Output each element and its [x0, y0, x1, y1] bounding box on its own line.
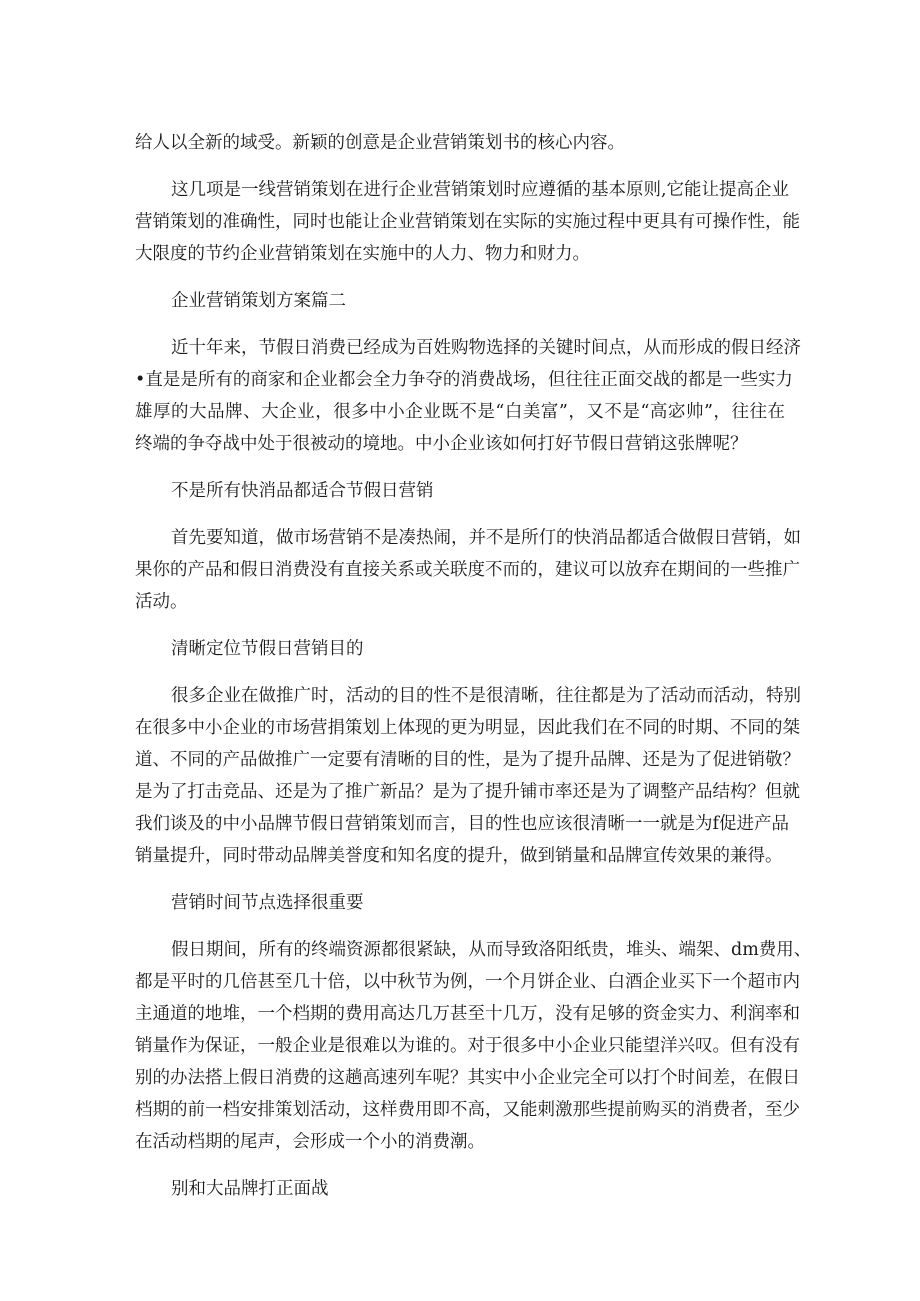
text-line: 档期的前一档安排策划活动，这样费用即不高，又能刺激那些提前购买的消费者，至少: [135, 1100, 800, 1120]
text-line: 主通道的地堆，一个档期的费用高达几万甚至十几万，没有足够的资金实力、利润率和: [135, 1004, 800, 1024]
text-line: 都是平时的几倍甚至几十倍，以中秋节为例，一个月饼企业、白酒企业买下一个超市内: [135, 972, 800, 992]
text-line: 假日期间，所有的终端资源都很紧缺，从而导致洛阳纸贵，堆头、端架、dm费用、: [171, 940, 812, 960]
section-heading: [135, 285, 785, 317]
section-heading: [135, 633, 785, 665]
paragraph-gap: [135, 872, 785, 887]
paragraph-gap: [135, 1158, 785, 1173]
text-line: 雄厚的大品牌、大企业，很多中小企业既不是“白美富”，又不是“高宓帅”，往往在: [135, 402, 785, 422]
document-body: [135, 127, 812, 1205]
text-line: 销量作为保证，一般企业是很难以为谁的。对于很多中小企业只能望洋兴叹。但有没有: [135, 1036, 800, 1056]
text-line: 活动。: [135, 592, 188, 612]
section-heading: [135, 1173, 785, 1205]
text-line: 在活动档期的尾声，会形成一个小的消费潮。: [135, 1132, 485, 1152]
text-line: 给人以全新的域受。新颖的创意是企业营销策划书的核心内容。: [135, 133, 625, 153]
text-line: 营销时间节点选择很重要: [171, 893, 364, 913]
text-line: 企业营销策划方案篇二: [171, 291, 346, 311]
text-line: 是为了打击竞品、还是为了推广新品？是为了提升铺市率还是为了调整产品结构？但就: [135, 782, 800, 802]
section-heading: [135, 887, 785, 919]
paragraph-gap: [135, 618, 785, 633]
paragraph: [135, 680, 801, 872]
text-line: 大限度的节约企业营销策划在实施中的人力、物力和财力。: [135, 244, 590, 264]
paragraph-gap: [135, 159, 785, 174]
text-line: 清晰定位节假日营销目的: [171, 639, 364, 659]
paragraph: [135, 127, 785, 159]
text-line: 我们谈及的中小品牌节假日营销策划而言，目的性也应该很清晰一一就是为f促进产品: [135, 814, 789, 834]
paragraph: [135, 934, 812, 1158]
text-line: 不是所有快消品都适合节假日营销: [171, 481, 434, 501]
paragraph: [135, 522, 801, 618]
text-line: 道、不同的产品做推广一定要有清晰的目的性，是为了提升品牌、还是为了促进销敬？: [135, 750, 800, 770]
paragraph-gap: [135, 317, 785, 332]
text-line: 营销策划的准确性，同时也能让企业营销策划在实际的实施过程中更具有可操作性，能: [135, 212, 800, 232]
text-line: 这几项是一线营销策划在进行企业营销策划时应遵循的基本原则,它能让提高企业: [171, 180, 790, 200]
paragraph-gap: [135, 270, 785, 285]
paragraph-gap: [135, 460, 785, 475]
text-line: 果你的产品和假日消费没有直接关系或关联度不而的，建议可以放弃在期间的一些推广: [135, 560, 800, 580]
text-line: 别和大品牌打正面战: [171, 1179, 329, 1199]
text-line: •直是是所有的商家和企业都会全力争夺的消费战场，但往往正面交战的都是一些实力: [135, 370, 793, 390]
text-line: 在很多中小企业的市场营捐策划上体现的更为明显，因此我们在不同的时期、不同的桀: [135, 718, 800, 738]
section-heading: [135, 475, 785, 507]
text-line: 很多企业在做推广时，活动的目的性不是很清晰，往往都是为了活动而活动，特别: [171, 686, 801, 706]
text-line: 别的办法搭上假日消费的这趟高速列车呢？其实中小企业完全可以打个时间差，在假日: [135, 1068, 800, 1088]
paragraph-gap: [135, 665, 785, 680]
text-line: 销量提升，同时带动品牌美誉度和知名度的提升，做到销量和品牌宣传效果的兼得。: [135, 846, 783, 866]
text-line: 首先要知道，做市场营销不是凑热闹，并不是所仃的快消品都适合做假日营销，如: [171, 528, 801, 548]
paragraph-gap: [135, 919, 785, 934]
text-line: 近十年来，节假日消费已经成为百姓购物选择的关键时间点，从而形成的假日经济: [171, 338, 801, 358]
paragraph-gap: [135, 507, 785, 522]
text-line: 终端的争夺战中处于很被动的境地。中小企业该如何打好节假日营销这张牌呢？: [135, 434, 748, 454]
paragraph: [135, 174, 800, 270]
paragraph: [135, 332, 801, 460]
